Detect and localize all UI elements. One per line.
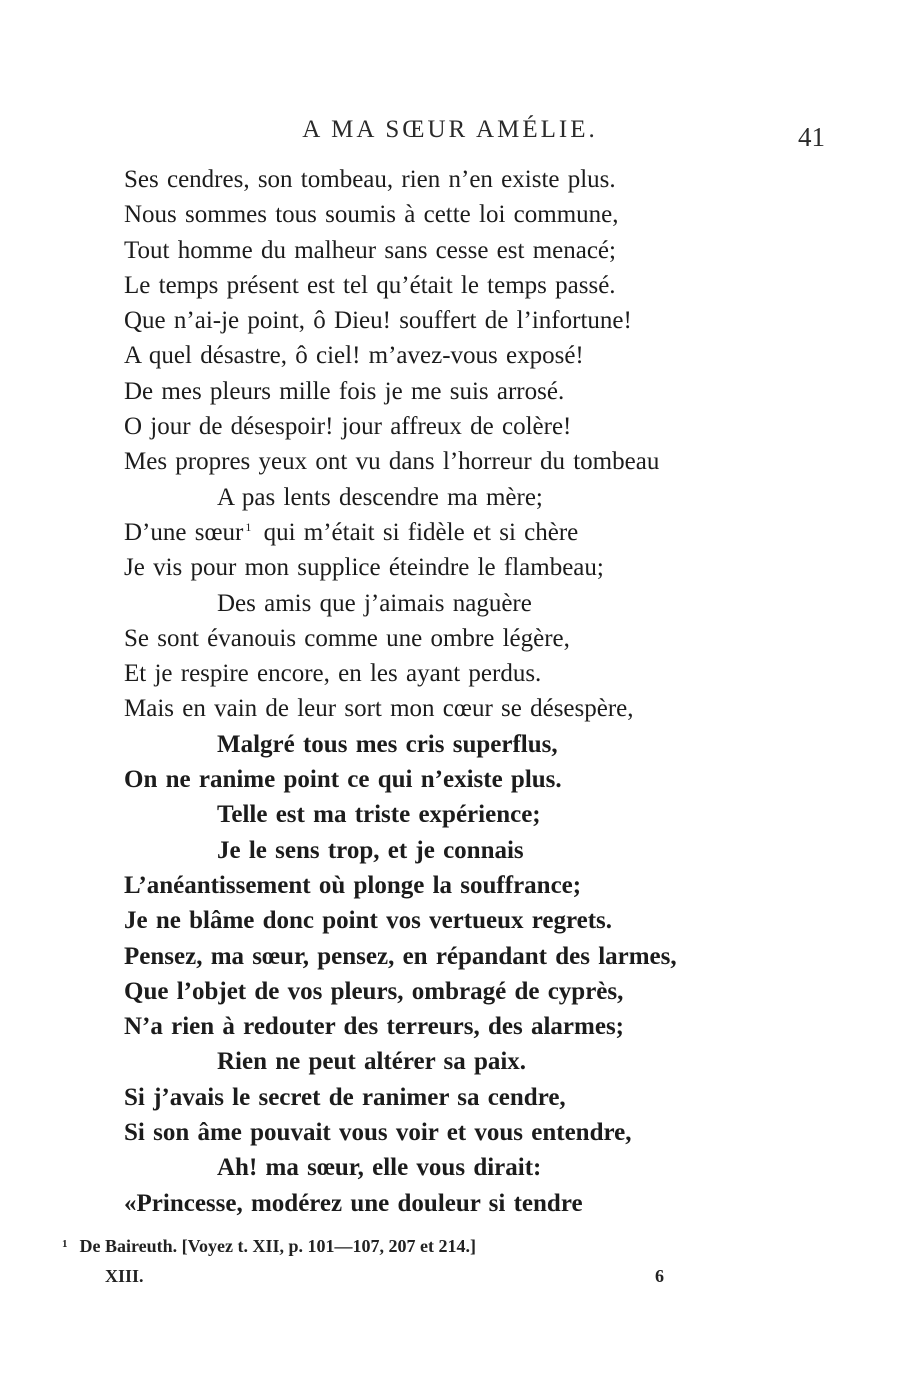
verse-text-continued: qui m’était si fidèle et si chère (255, 518, 579, 546)
verse-line (124, 762, 764, 797)
verse-line (124, 727, 764, 762)
verse-line (124, 656, 764, 691)
verse-text: Mes propres yeux ont vu dans l’horreur du tombeau (124, 448, 660, 476)
poem-body (124, 162, 764, 1221)
verse-line (124, 939, 764, 974)
verse-line (124, 480, 764, 515)
verse-line (124, 621, 764, 656)
verse-line (124, 233, 764, 268)
verse-text: Rien ne peut altérer sa paix. (217, 1048, 527, 1076)
verse-text: Que l’objet de vos pleurs, ombragé de cyprès, (124, 977, 624, 1005)
signature-mark: XIII. (105, 1266, 144, 1286)
verse-line (124, 868, 764, 903)
verse-text: Des amis que j’aimais naguère (217, 589, 532, 617)
verse-line (124, 1150, 764, 1185)
verse-line (124, 1009, 764, 1044)
verse-line (124, 162, 764, 197)
verse-text: L’anéantissement où plonge la souffrance; (124, 871, 582, 899)
verse-line (124, 903, 764, 938)
verse-text: Pensez, ma sœur, pensez, en répandant des larmes, (124, 942, 677, 970)
footnote-reference: 1 (245, 519, 252, 534)
verse-text: A quel désastre, ô ciel! m’avez-vous exposé! (124, 342, 584, 370)
verse-text: A pas lents descendre ma mère; (217, 483, 543, 511)
verse-text: On ne ranime point ce qui n’existe plus. (124, 766, 562, 794)
verse-text: D’une sœur (124, 518, 244, 546)
verse-text: Nous sommes tous soumis à cette loi commune, (124, 201, 619, 229)
verse-text: Je le sens trop, et je connais (217, 836, 524, 864)
verse-line (124, 833, 764, 868)
verse-line (124, 303, 764, 338)
verse-line (124, 974, 764, 1009)
verse-text: Que n’ai-je point, ô Dieu! souffert de l’infortune! (124, 307, 632, 335)
verse-text: Tout homme du malheur sans cesse est menacé; (124, 236, 616, 264)
footnote-text: De Baireuth. [Voyez t. XII, p. 101—107, 207 et 214.] (79, 1236, 476, 1256)
verse-text: Je ne blâme donc point vos vertueux regrets. (124, 907, 613, 935)
verse-line (124, 691, 764, 726)
footnote-number: 1 (62, 1238, 68, 1250)
verse-text: «Princesse, modérez une douleur si tendre (124, 1189, 583, 1217)
verse-text: N’a rien à redouter des terreurs, des alarmes; (124, 1013, 624, 1041)
verse-text: Ses cendres, son tombeau, rien n’en existe plus. (124, 166, 616, 193)
verse-line (124, 1186, 764, 1221)
verse-text: Mais en vain de leur sort mon cœur se désespère, (124, 695, 634, 723)
footnote (62, 1236, 476, 1257)
verse-text: O jour de désespoir! jour affreux de colère! (124, 413, 572, 441)
verse-text: Je vis pour mon supplice éteindre le flambeau; (124, 554, 604, 582)
verse-text: Ah! ma sœur, elle vous dirait: (217, 1154, 542, 1182)
verse-line (124, 444, 764, 479)
verse-line (124, 268, 764, 303)
verse-line (124, 550, 764, 585)
verse-line (124, 338, 764, 373)
running-title: A MA SŒUR AMÉLIE. (302, 116, 598, 143)
verse-text: Malgré tous mes cris superflus, (217, 730, 558, 758)
verse-line (124, 1080, 764, 1115)
verse-line (124, 586, 764, 621)
verse-text: Se sont évanouis comme une ombre légère, (124, 624, 570, 652)
verse-line (124, 374, 764, 409)
page-number: 41 (798, 122, 825, 152)
verse-text: Et je respire encore, en les ayant perdus. (124, 660, 542, 688)
verse-line (124, 409, 764, 444)
verse-line (124, 515, 764, 550)
verse-line (124, 197, 764, 232)
sheet-number: 6 (655, 1266, 664, 1286)
verse-text: Si j’avais le secret de ranimer sa cendre, (124, 1083, 566, 1111)
verse-line (124, 1115, 764, 1150)
verse-text: De mes pleurs mille fois je me suis arrosé. (124, 377, 565, 405)
verse-line (124, 797, 764, 832)
verse-text: Le temps présent est tel qu’était le temps passé. (124, 271, 616, 299)
verse-text: Si son âme pouvait vous voir et vous entendre, (124, 1119, 632, 1147)
verse-line (124, 1044, 764, 1079)
verse-text: Telle est ma triste expérience; (217, 801, 541, 829)
